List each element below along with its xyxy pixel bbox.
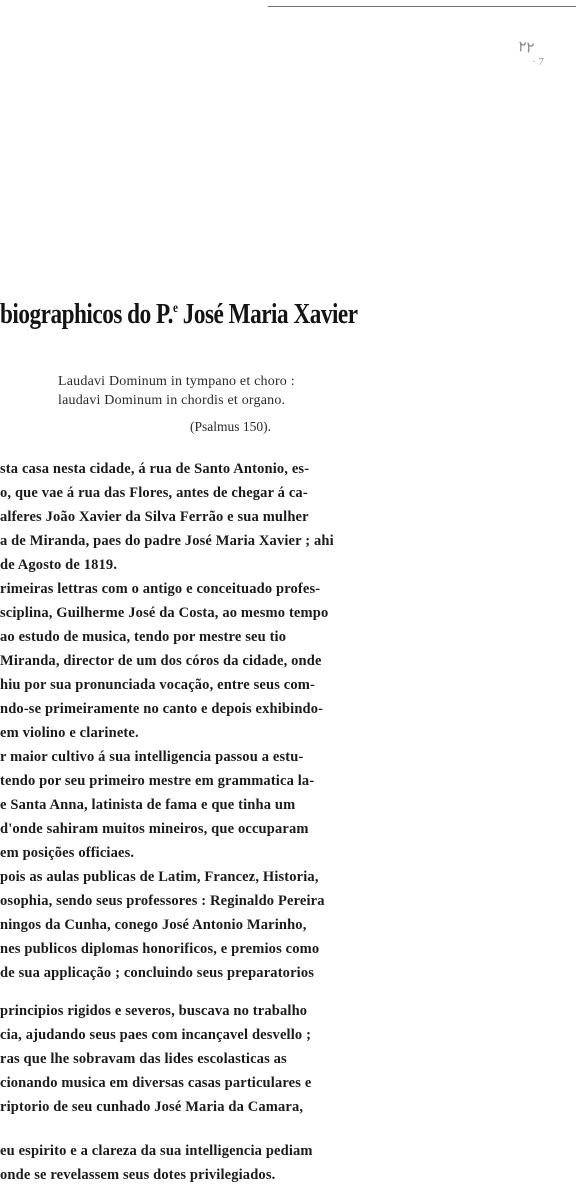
- epigraph-line: Laudavi Dominum in tympano et choro :: [58, 374, 295, 389]
- chapter-title-rest: José Maria Xavier: [177, 298, 358, 330]
- body-line: o, que vae á rua das Flores, antes de chegar á ca-: [0, 485, 308, 501]
- body-line: sta casa nesta cidade, á rua de Santo Antonio, es-: [0, 461, 310, 477]
- page-mark-sub: · 7: [532, 56, 544, 68]
- epigraph-source: (Psalmus 150).: [190, 419, 271, 434]
- body-line: principios rigidos e severos, buscava no trabalho: [0, 1003, 308, 1019]
- body-line: hiu por sua pronunciada vocação, entre seus com-: [0, 677, 315, 693]
- body-line: em violino e clarinete.: [0, 725, 139, 741]
- chapter-title: [0, 298, 358, 331]
- body-line: Miranda, director de um dos córos da cidade, onde: [0, 653, 322, 669]
- body-line: osophia, sendo seus professores : Reginaldo Pereira: [0, 893, 325, 909]
- page-number-mark: ٢٢: [516, 38, 536, 58]
- body-line: r maior cultivo á sua intelligencia passou a estu-: [0, 749, 304, 765]
- body-line: alferes João Xavier da Silva Ferrão e sua mulher: [0, 509, 309, 525]
- body-line: cionando musica em diversas casas particulares e: [0, 1075, 312, 1091]
- chapter-title-sup: e: [172, 301, 178, 316]
- epigraph-line: laudavi Dominum in chordis et organo.: [58, 393, 286, 408]
- body-line: sciplina, Guilherme José da Costa, ao mesmo tempo: [0, 605, 329, 621]
- body-line: ras que lhe sobravam das lides escolasticas as: [0, 1051, 287, 1067]
- body-line: onde se revelassem seus dotes privilegiados.: [0, 1167, 276, 1183]
- body-line: tendo por seu primeiro mestre em grammatica la-: [0, 773, 315, 789]
- body-line: em posições officiaes.: [0, 845, 135, 861]
- epigraph: [58, 372, 295, 410]
- body-line: de sua applicação ; concluindo seus preparatorios: [0, 965, 315, 981]
- body-line: cia, ajudando seus paes com incançavel desvello ;: [0, 1027, 312, 1043]
- body-line: de Agosto de 1819.: [0, 557, 118, 573]
- body-line: eu espirito e a clareza da sua intelligencia pediam: [0, 1143, 313, 1159]
- body-line: ao estudo de musica, tendo por mestre seu tio: [0, 629, 287, 645]
- chapter-title-start: biographicos do P.: [0, 298, 173, 330]
- body-line: riptorio de seu cunhado José Maria da Camara,: [0, 1099, 304, 1115]
- body-line: ningos da Cunha, conego José Antonio Marinho,: [0, 917, 307, 933]
- body-line: a de Miranda, paes do padre José Maria Xavier ; ahi: [0, 533, 334, 549]
- body-line: nes publicos diplomas honorificos, e premios como: [0, 941, 320, 957]
- top-rule: [268, 6, 576, 7]
- body-line: pois as aulas publicas de Latim, Francez, Historia,: [0, 869, 319, 885]
- body-line: rimeiras lettras com o antigo e conceituado profes-: [0, 581, 321, 597]
- body-line: ndo-se primeiramente no canto e depois exhibindo-: [0, 701, 324, 717]
- body-line: e Santa Anna, latinista de fama e que tinha um: [0, 797, 296, 813]
- body-line: d'onde sahiram muitos mineiros, que occuparam: [0, 821, 309, 837]
